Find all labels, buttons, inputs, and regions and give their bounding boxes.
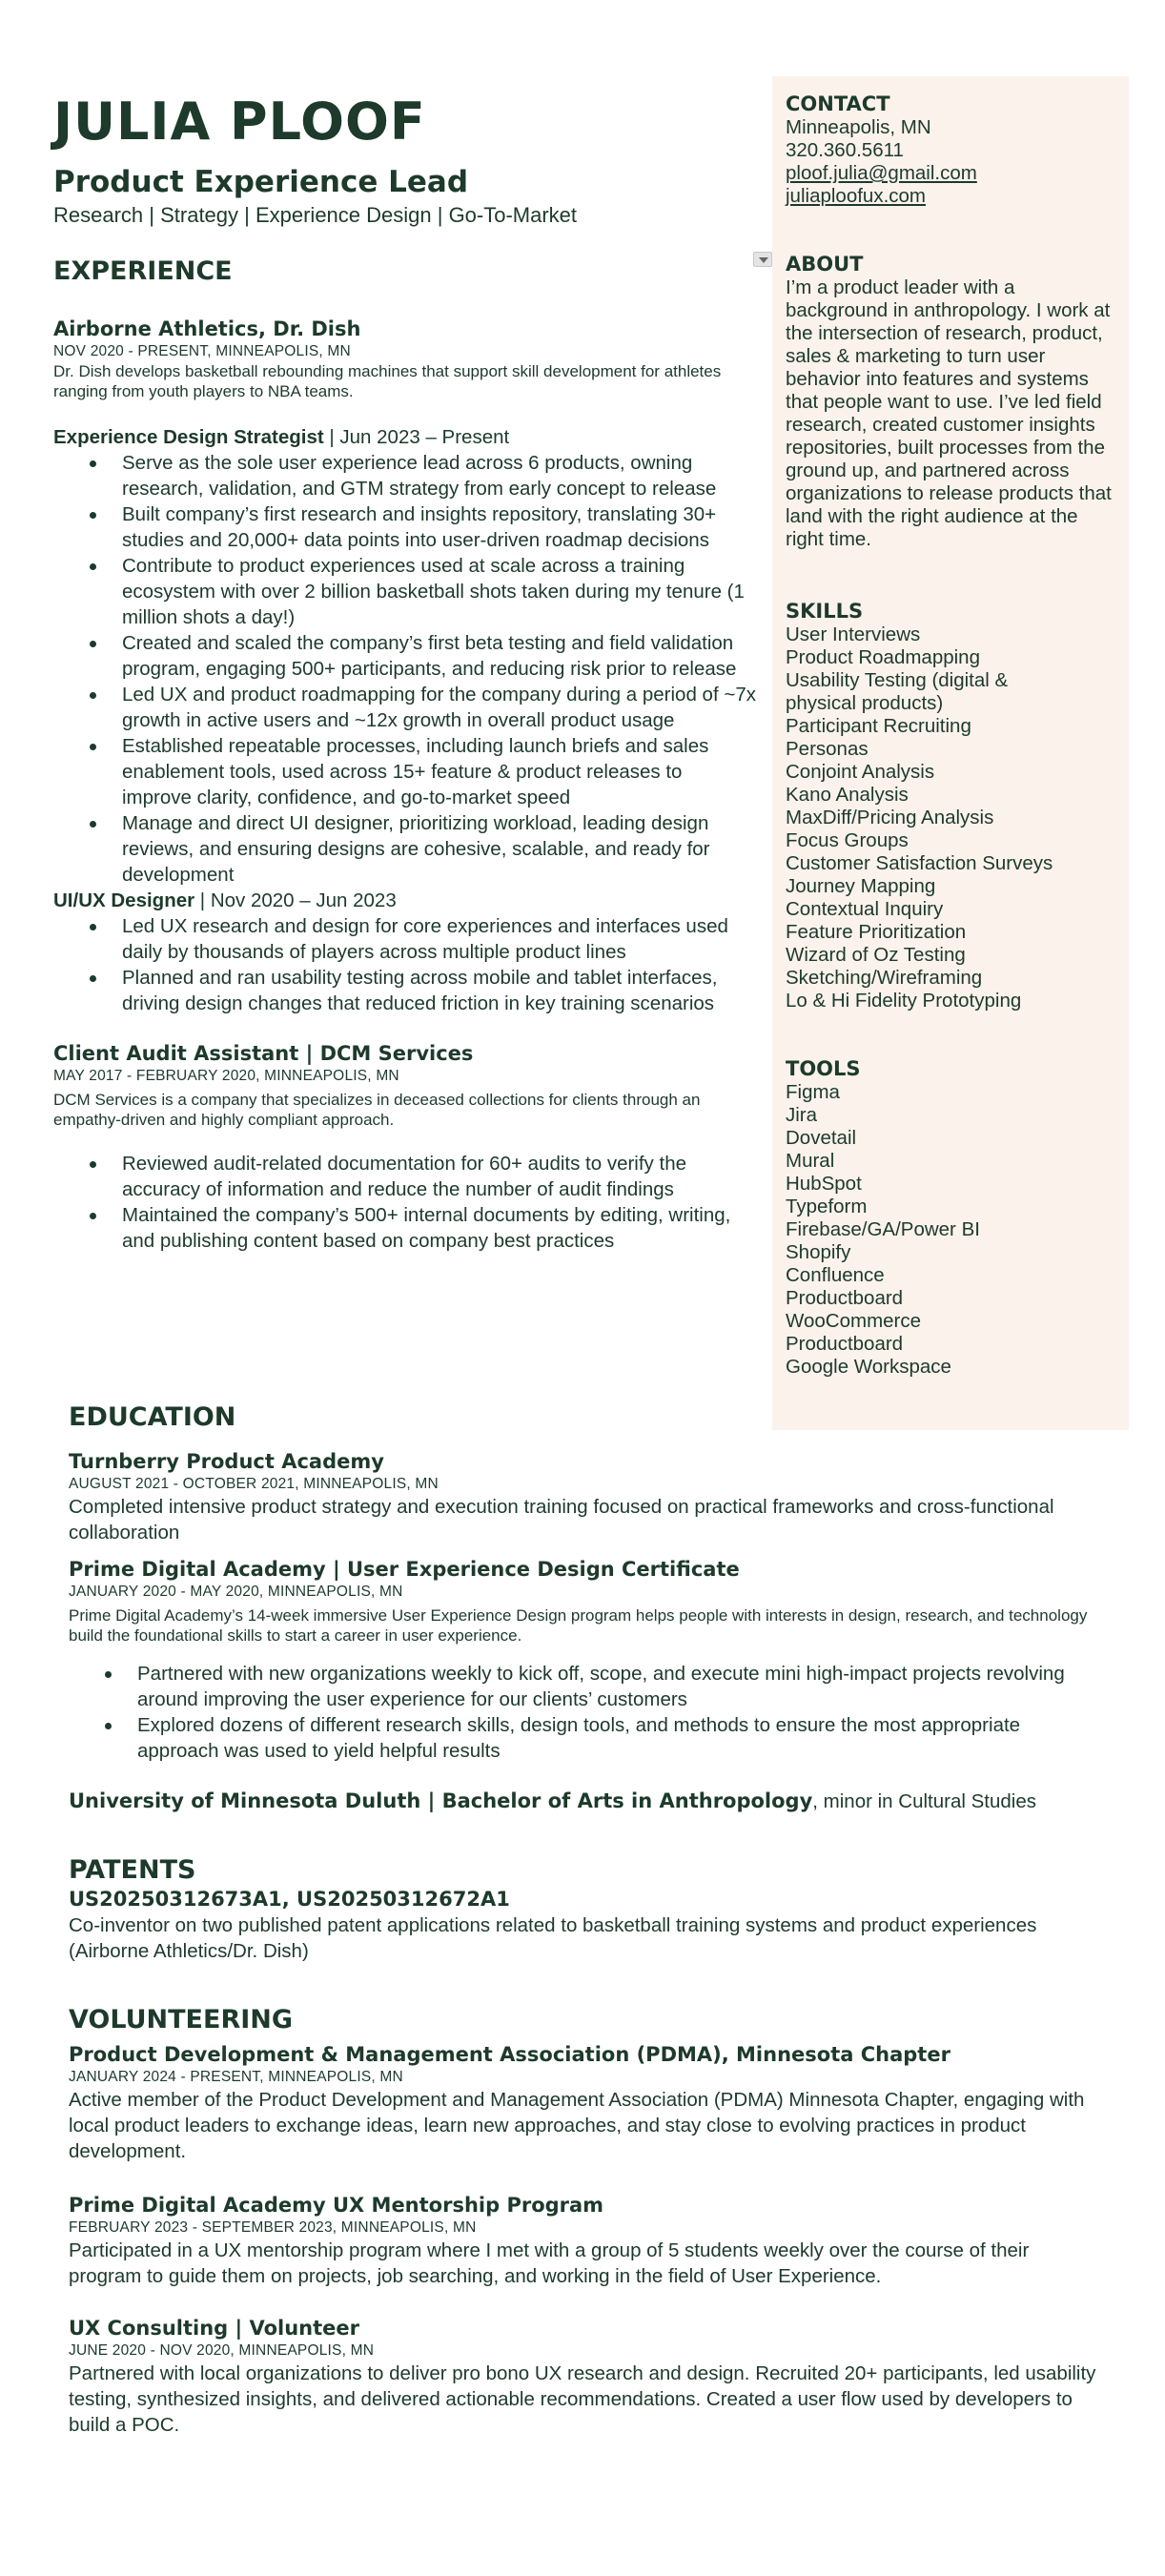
tool-item: Figma bbox=[786, 1081, 840, 1103]
tool-item: Jira bbox=[786, 1104, 818, 1126]
skills-list bbox=[786, 624, 1115, 1012]
tool-item: Dovetail bbox=[786, 1127, 857, 1149]
tool-item: Typeform bbox=[786, 1196, 868, 1217]
university-name: University of Minnesota Duluth | Bachelor of Arts in Anthropology bbox=[69, 1789, 813, 1812]
skill-item: Feature Prioritization bbox=[786, 921, 967, 943]
volunteering-entry bbox=[69, 2042, 1098, 2164]
tool-item: Firebase/GA/Power BI bbox=[786, 1218, 980, 1240]
tools-heading: TOOLS bbox=[786, 1057, 861, 1080]
tool-item: Mural bbox=[786, 1150, 835, 1172]
bullet-item: Serve as the sole user experience lead across 6 products, owning research, validation, and GTM strategy from early concept to release bbox=[122, 450, 757, 501]
bullet-list bbox=[137, 1661, 1098, 1764]
bullet-item: Led UX and product roadmapping for the company during a period of ~7x growth in active users and ~12x growth in overall product usage bbox=[122, 684, 756, 731]
sub-role-title: Experience Design Strategist bbox=[53, 426, 324, 448]
job-meta: MAY 2017 - FEBRUARY 2020, MINNEAPOLIS, MN bbox=[53, 1068, 399, 1084]
bullet-list bbox=[122, 450, 757, 888]
contact-phone: 320.360.5611 bbox=[786, 139, 904, 161]
sub-role-title: UI/UX Designer bbox=[53, 889, 195, 911]
education-description: Prime Digital Academy’s 14-week immersive User Experience Design program helps people with interests in design, research, and technology build the foundational skills to start a career in user experience. bbox=[69, 1606, 1088, 1645]
volunteering-meta: JUNE 2020 - NOV 2020, MINNEAPOLIS, MN bbox=[69, 2342, 375, 2359]
sidebar bbox=[772, 76, 1129, 1430]
bullet-item: Created and scaled the company’s first beta testing and field validation program, engaging 500+ participants, and reducing risk prior to release bbox=[122, 630, 757, 682]
skill-item: Wizard of Oz Testing bbox=[786, 944, 966, 966]
contact-email-link[interactable]: ploof.julia@gmail.com bbox=[786, 162, 977, 184]
candidate-title: Product Experience Lead bbox=[53, 165, 469, 199]
tool-item: WooCommerce bbox=[786, 1310, 922, 1332]
bullet-item: Established repeatable processes, including launch briefs and sales enablement tools, used across 15+ feature & product releases to improve clarity, confidence, and go-to-market speed bbox=[122, 733, 757, 810]
chevron-down-icon[interactable] bbox=[753, 252, 772, 267]
job-airborne bbox=[53, 317, 757, 1016]
sub-role-dates: | Jun 2023 – Present bbox=[323, 426, 510, 448]
education-entry bbox=[69, 1557, 1098, 1764]
main-column bbox=[53, 92, 757, 1254]
skill-item: Conjoint Analysis bbox=[786, 761, 935, 783]
skill-item: Personas bbox=[786, 738, 869, 760]
bullet-list bbox=[122, 1151, 757, 1254]
volunteering-name: Product Development & Management Association (PDMA), Minnesota Chapter bbox=[69, 2043, 950, 2066]
skill-item: Product Roadmapping bbox=[786, 646, 980, 668]
education-text: Completed intensive product strategy and execution training focused on practical frameworks and cross-functional collaboration bbox=[69, 1496, 1054, 1544]
tool-item: Confluence bbox=[786, 1264, 885, 1286]
volunteering-name: Prime Digital Academy UX Mentorship Program bbox=[69, 2194, 604, 2217]
skill-item: Focus Groups bbox=[786, 829, 909, 851]
experience-heading: EXPERIENCE bbox=[53, 256, 233, 286]
skill-item: Kano Analysis bbox=[786, 784, 909, 806]
bullet-item: Explored dozens of different research skills, design tools, and methods to ensure the most appropriate approach was used to yield helpful results bbox=[137, 1712, 1098, 1764]
bullet-list bbox=[122, 913, 757, 1016]
volunteering-text: Active member of the Product Development and Management Association (PDMA) Minnesota Chapter, engaging with local product leaders to exchange ideas, learn new approaches, and stay close to evolving practices in product development. bbox=[69, 2089, 1085, 2162]
tool-item: Google Workspace bbox=[786, 1356, 951, 1378]
tool-item: Productboard bbox=[786, 1333, 904, 1355]
job-meta: NOV 2020 - PRESENT, MINNEAPOLIS, MN bbox=[53, 343, 351, 359]
bullet-item: Contribute to product experiences used at scale across a training ecosystem with over 2 billion basketball shots taken during my tenure (1 million shots a day!) bbox=[122, 553, 757, 630]
about-text: I’m a product leader with a background in anthropology. I work at the intersection of research, product, sales & marketing to turn user behavior into features and systems that people want to use. I’ve led field research, created customer insights repositories, built processes from the ground up, and partnered across organizations to release products that land with the right audience at the right time. bbox=[786, 276, 1112, 550]
volunteering-entry bbox=[69, 2193, 1098, 2289]
job-company: Client Audit Assistant | DCM Services bbox=[53, 1042, 474, 1065]
bullet-item: Reviewed audit-related documentation for 60+ audits to verify the accuracy of information and reduce the number of audit findings bbox=[122, 1151, 757, 1202]
bullet-item: Maintained the company’s 500+ internal documents by editing, writing, and publishing content based on company best practices bbox=[122, 1202, 757, 1254]
contact-location: Minneapolis, MN bbox=[786, 116, 931, 138]
volunteering-text: Participated in a UX mentorship program where I met with a group of 5 students weekly over the course of their program to guide them on projects, job searching, and working in the field of User Experience. bbox=[69, 2239, 1030, 2287]
volunteering-name: UX Consulting | Volunteer bbox=[69, 2317, 360, 2340]
skill-item: Customer Satisfaction Surveys bbox=[786, 852, 1053, 874]
sub-role-dates: | Nov 2020 – Jun 2023 bbox=[194, 889, 397, 911]
patents-heading: PATENTS bbox=[69, 1855, 196, 1885]
skill-item: Participant Recruiting bbox=[786, 715, 971, 737]
about-heading: ABOUT bbox=[786, 253, 864, 276]
skill-item: Journey Mapping bbox=[786, 875, 936, 897]
education-meta: JANUARY 2020 - MAY 2020, MINNEAPOLIS, MN bbox=[69, 1584, 403, 1600]
skill-item: Contextual Inquiry bbox=[786, 898, 944, 920]
education-heading: EDUCATION bbox=[69, 1402, 236, 1432]
bullet-item: Partnered with new organizations weekly to kick off, scope, and execute mini high-impact projects revolving around improving the user experience for our clients’ customers bbox=[137, 1661, 1098, 1712]
sub-role-heading bbox=[53, 424, 757, 450]
education-entry bbox=[69, 1449, 1098, 1545]
patent-text: Co-inventor on two published patent applications related to basketball training systems and product experiences (Airborne Athletics/Dr. Dish) bbox=[69, 1914, 1037, 1962]
volunteering-text: Partnered with local organizations to deliver pro bono UX research and design. Recruited 20+ participants, led usability testing, synthesized insights, and delivered actionable recommendations. Created a user flow used by developers to build a POC. bbox=[69, 2362, 1096, 2436]
contact-website-link[interactable]: juliaploofux.com bbox=[786, 185, 926, 207]
skill-item: MaxDiff/Pricing Analysis bbox=[786, 807, 994, 828]
candidate-name: JULIA PLOOF bbox=[53, 92, 426, 152]
tool-item: Shopify bbox=[786, 1241, 851, 1263]
sub-role-heading bbox=[53, 888, 757, 913]
skill-item: User Interviews bbox=[786, 624, 921, 645]
job-dcm bbox=[53, 1041, 757, 1254]
education-name: Turnberry Product Academy bbox=[69, 1450, 384, 1473]
education-name: Prime Digital Academy | User Experience Design Certificate bbox=[69, 1558, 740, 1581]
job-company: Airborne Athletics, Dr. Dish bbox=[53, 317, 361, 340]
candidate-tagline: Research | Strategy | Experience Design | Go-To-Market bbox=[53, 203, 578, 227]
volunteering-heading: VOLUNTEERING bbox=[69, 2005, 294, 2034]
university-minor: , minor in Cultural Studies bbox=[812, 1790, 1036, 1812]
lower-sections bbox=[69, 1401, 1098, 2438]
bullet-item: Built company’s first research and insights repository, translating 30+ studies and 20,000+ data points into user-driven roadmap decisions bbox=[122, 501, 757, 553]
patent-ids: US20250312673A1, US20250312672A1 bbox=[69, 1888, 510, 1911]
skill-item: Usability Testing (digital & physical products) bbox=[786, 669, 1009, 714]
skill-item: Sketching/Wireframing bbox=[786, 967, 983, 989]
bullet-item: Led UX research and design for core experiences and interfaces used daily by thousands of players across multiple product lines bbox=[122, 913, 757, 965]
tools-list bbox=[786, 1081, 1115, 1379]
skills-heading: SKILLS bbox=[786, 600, 864, 623]
tool-item: HubSpot bbox=[786, 1173, 862, 1195]
volunteering-meta: FEBRUARY 2023 - SEPTEMBER 2023, MINNEAPOLIS, MN bbox=[69, 2219, 477, 2236]
bullet-item: Planned and ran usability testing across mobile and tablet interfaces, driving design changes that reduced friction in key training scenarios bbox=[122, 965, 757, 1016]
volunteering-entry bbox=[69, 2316, 1098, 2438]
contact-heading: CONTACT bbox=[786, 92, 890, 115]
job-description: DCM Services is a company that specializes in deceased collections for clients through an empathy-driven and highly compliant approach. bbox=[53, 1091, 701, 1129]
volunteering-meta: JANUARY 2024 - PRESENT, MINNEAPOLIS, MN bbox=[69, 2069, 403, 2085]
tool-item: Productboard bbox=[786, 1287, 904, 1309]
skill-item: Lo & Hi Fidelity Prototyping bbox=[786, 990, 1022, 1012]
job-description: Dr. Dish develops basketball rebounding machines that support skill development for athletes ranging from youth players to NBA teams. bbox=[53, 362, 722, 400]
bullet-item: Manage and direct UI designer, prioritizing workload, leading design reviews, and ensuring designs are cohesive, scalable, and ready for development bbox=[122, 810, 757, 888]
university-line bbox=[69, 1789, 1098, 1814]
education-meta: AUGUST 2021 - OCTOBER 2021, MINNEAPOLIS, MN bbox=[69, 1476, 439, 1492]
